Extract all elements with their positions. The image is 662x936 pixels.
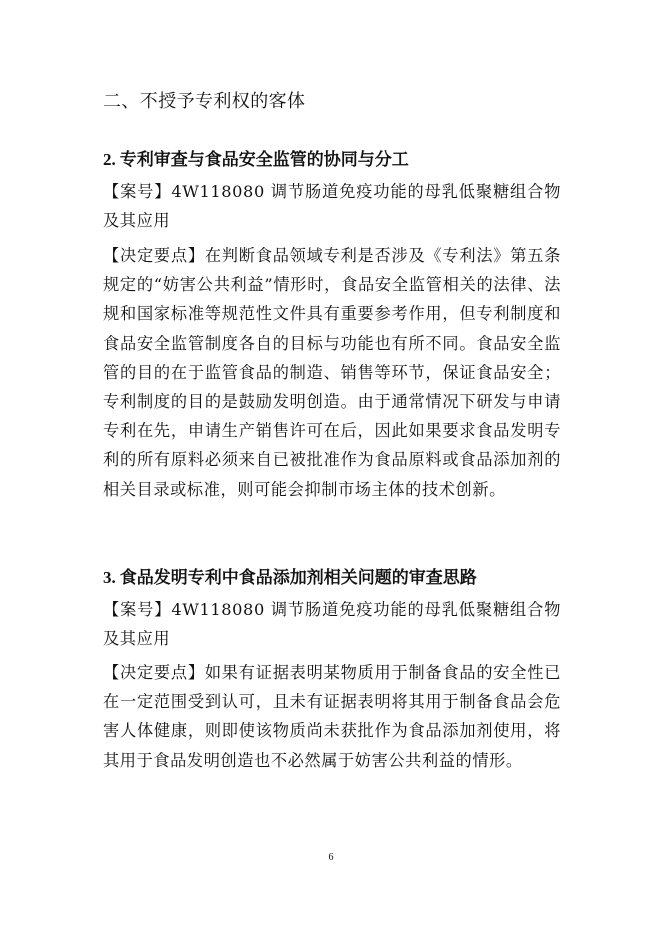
page-number: 6 (328, 852, 334, 863)
decision-text: 在判断食品领域专利是否涉及《专利法》第五条规定的“妨害公共利益”情形时，食品安全监管相关的法律、法规和国家标准等规范性文件具有重要参考作用，但专利制度和食品安全监管制度各自的目标与功能也有所不同。食品安全监管的目的在于监管食品的制造、销售等环节，保证食品安全；专利制度的目的是鼓励发明创造。由于通常情况下研发与申请专利在先，申请生产销售许可在后，因此如果要求食品发明专利的所有原料必须来自已被批准作为食品原料或食品添加剂的相关目录或标准，则可能会抑制市场主体的技术创新。 (103, 246, 561, 499)
case-number-paragraph (103, 595, 561, 653)
section-title: 二、不授予专利权的客体 (103, 91, 306, 112)
decision-label: 【决定要点】 (103, 246, 205, 265)
decision-label: 【决定要点】 (103, 663, 205, 682)
item-title: 专利审查与食品安全监管的协同与分工 (119, 150, 409, 170)
decision-paragraph (103, 241, 561, 504)
case-text: 4W118080 调节肠道免疫功能的母乳低聚糖组合物及其应用 (103, 182, 561, 231)
item-heading (103, 146, 573, 174)
case-label: 【案号】 (103, 182, 172, 201)
case-label: 【案号】 (103, 600, 172, 619)
item-title: 食品发明专利中食品添加剂相关问题的审查思路 (119, 568, 477, 588)
item-number: 2. (103, 150, 116, 169)
case-number-paragraph (103, 177, 561, 235)
item-heading (103, 564, 573, 592)
case-text: 4W118080 调节肠道免疫功能的母乳低聚糖组合物及其应用 (103, 600, 561, 649)
decision-text: 如果有证据表明某物质用于制备食品的安全性已在一定范围受到认可，且未有证据表明将其用于制备食品会危害人体健康，则即使该物质尚未获批作为食品添加剂使用，将其用于食品发明创造也不必然属于妨害公共利益的情形。 (103, 663, 561, 770)
item-number: 3. (103, 568, 116, 587)
decision-paragraph (103, 658, 561, 775)
